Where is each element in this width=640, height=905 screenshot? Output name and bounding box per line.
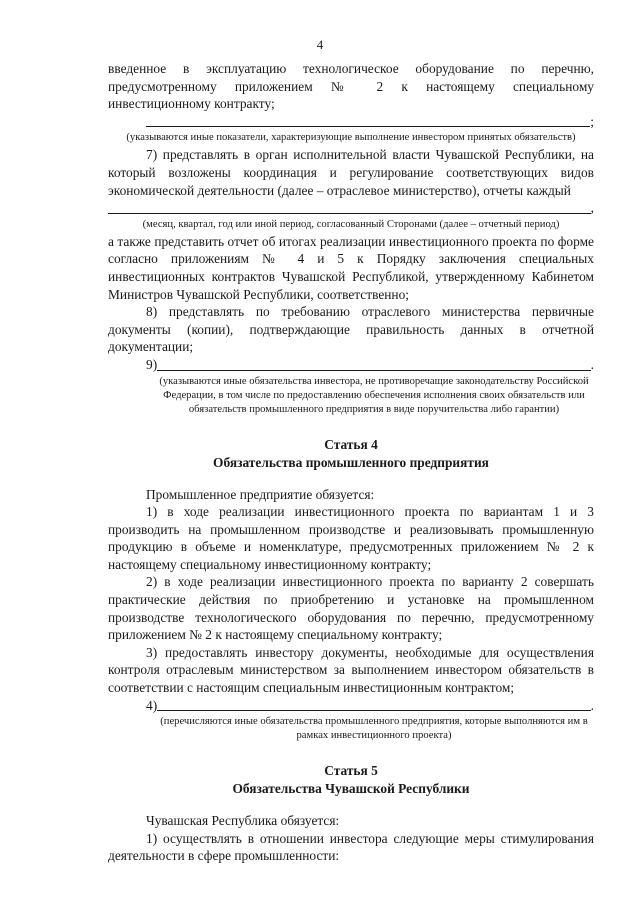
fill-in-line-period [108, 199, 594, 217]
blank-line [157, 697, 590, 711]
note-investor-obligations: (указываются иные обязательства инвестора, не противоречащие законодательству Российской Федерации, в том числе по предоставлению обеспечения исполнения своих обязательств или обязательств промышленного предприятия в виде поручительства либо гарантии) [159, 375, 589, 415]
item-9-prefix: 9) [146, 356, 158, 372]
item-4-prefix: 4) [146, 697, 158, 713]
blank-line-end: , [590, 200, 594, 216]
note-period: (месяц, квартал, год или иной период, согласованный Сторонами (далее – отчетный период) [142, 218, 560, 230]
blank-line [108, 200, 591, 214]
page-number: 4 [316, 37, 324, 52]
paragraph-8: 8) представлять по требованию отраслевого министерства первичные документы (копии), подтверждающие правильность данных в отчетной документации; [108, 304, 594, 355]
article-5-subtitle: Обязательства Чувашской Республики [232, 781, 470, 797]
article-5-intro: Чувашская Республика обязуется: [146, 813, 340, 829]
fill-in-line-9 [108, 356, 594, 374]
fill-in-line-indicators [108, 113, 594, 131]
article-5-item-1: 1) осуществлять в отношении инвестора следующие меры стимулирования деятельности в сфере промышленности: [108, 830, 594, 864]
blank-line-end: . [590, 356, 594, 372]
document-body [108, 60, 594, 865]
blank-line [146, 113, 590, 127]
article-4-item-1: 1) в ходе реализации инвестиционного проекта по вариантам 1 и 3 производить на промышленном производстве и реализовывать промышленную продукцию в объеме и номенклатуре, предусмотренных приложением № 2 к настоящему специальному инвестиционному контракту; [108, 504, 594, 572]
article-4-intro: Промышленное предприятие обязуется: [146, 486, 375, 502]
note-indicators: (указываются иные показатели, характеризующие выполнение инвестором принятых обязательств) [126, 132, 576, 144]
paragraph-7: 7) представлять в орган исполнительной власти Чувашской Республики, на который возложены координация и регулирование соответствующих видов экономической деятельности (далее – отраслевое министерство), отчеты каждый [108, 147, 594, 198]
article-5-title: Статья 5 [324, 763, 378, 779]
note-enterprise-obligations: (перечисляются иные обязательства промышленного предприятия, которые выполняются им в рамках инвестиционного проекта) [160, 716, 588, 742]
article-4-item-3: 3) предоставлять инвестору документы, необходимые для осуществления контроля отраслевым министерством за выполнением инвестором обязательств в соответствии с настоящим специальным инвестиционным контрактом; [108, 644, 594, 696]
blank-line-end: ; [590, 113, 594, 129]
paragraph-7-continued: а также представить отчет об итогах реализации инвестиционного проекта по форме согласно приложениям № 4 и 5 к Порядку заключения специальных инвестиционных контрактов Чувашской Республикой, утвержденному Кабинетом Министров Чувашской Республики, соответственно; [108, 233, 594, 302]
fill-in-line-4 [108, 697, 594, 715]
blank-line-end: . [590, 697, 594, 713]
article-4-title: Статья 4 [324, 436, 378, 452]
blank-line [157, 357, 590, 371]
paragraph-equipment: введенное в эксплуатацию технологическое оборудование по перечню, предусмотренному приложением № 2 к настоящему специальному инвестиционному контракту; [108, 61, 594, 112]
article-4-subtitle: Обязательства промышленного предприятия [213, 454, 489, 470]
article-4-item-2: 2) в ходе реализации инвестиционного проекта по варианту 2 совершать практические действия по приобретению и установке на промышленном производстве технологического оборудования по перечню, предусмотренному приложением № 2 к настоящему специальному контракту; [108, 574, 594, 643]
